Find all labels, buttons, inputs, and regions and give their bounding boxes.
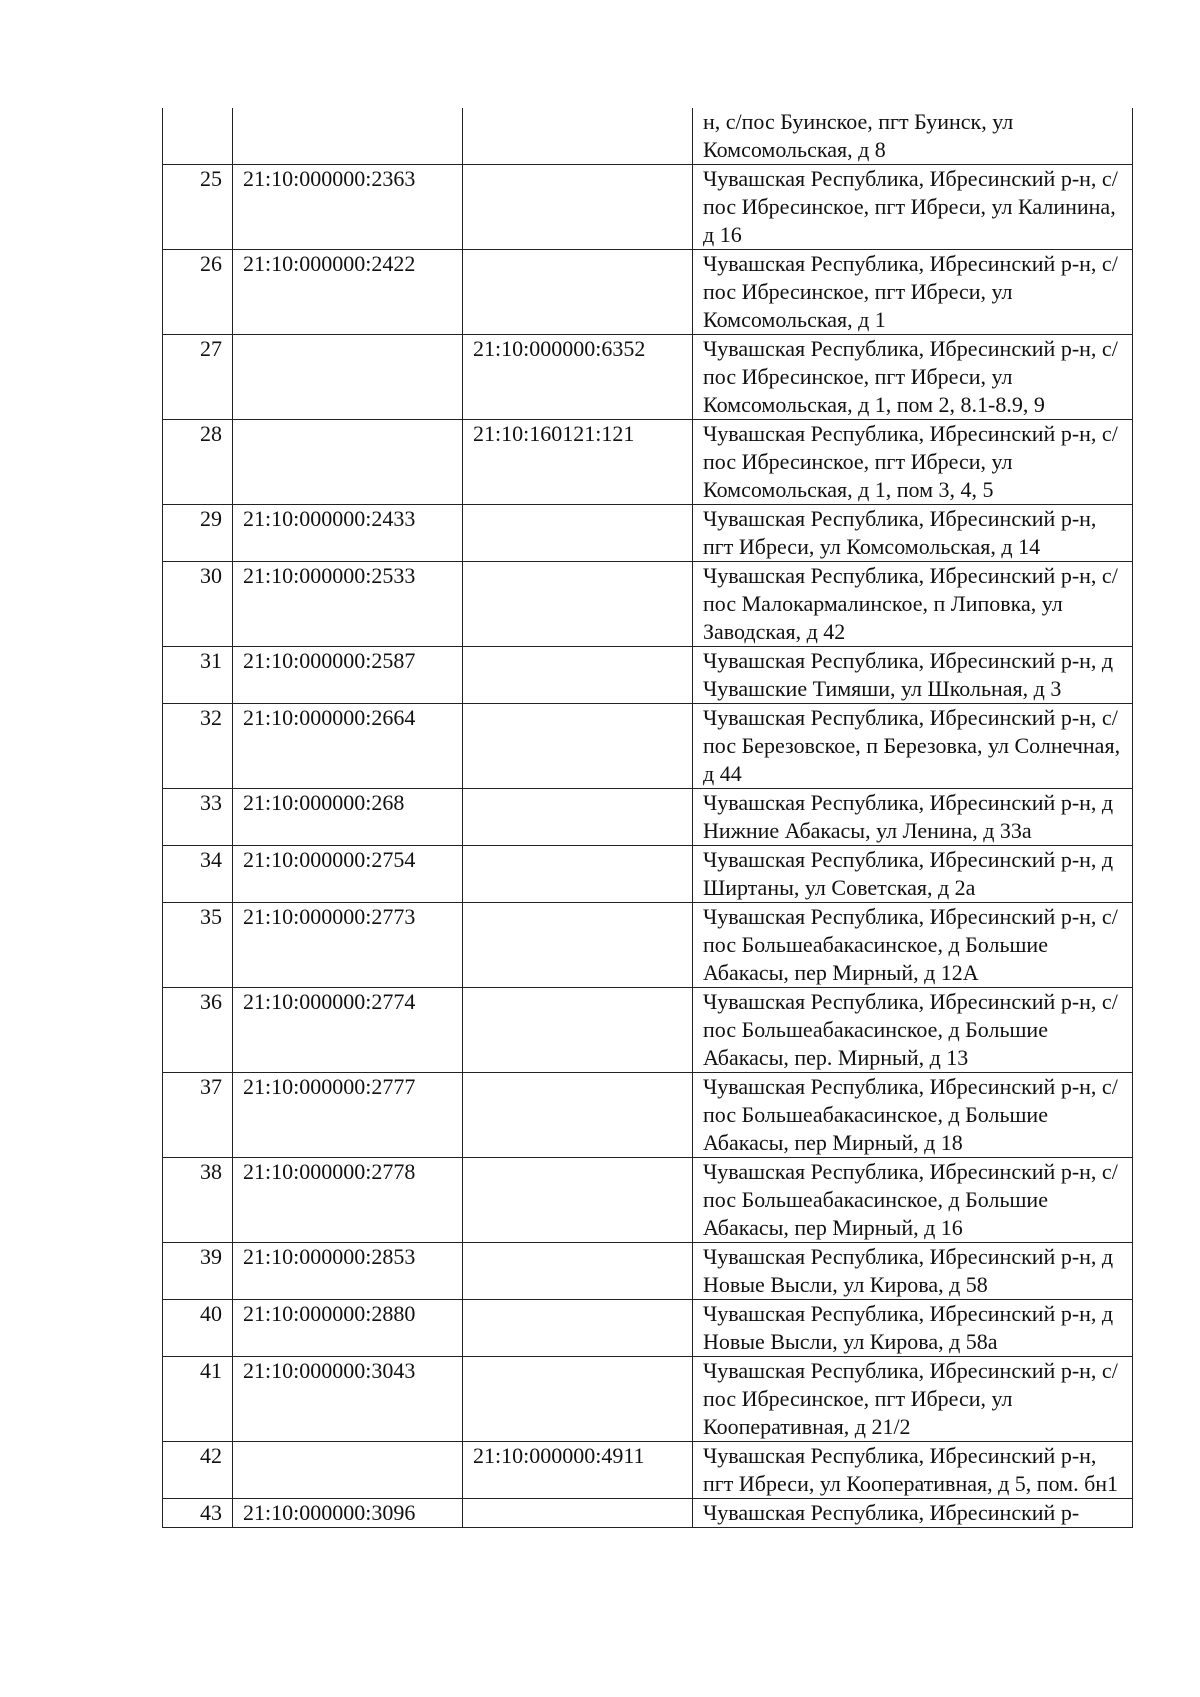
cadastral-land-cell: 21:10:000000:2773	[233, 903, 463, 988]
cadastral-building-cell	[463, 250, 693, 335]
address-cell: Чувашская Республика, Ибресинский р-н, д Новые Высли, ул Кирова, д 58а	[693, 1300, 1133, 1357]
row-number-cell: 38	[163, 1158, 233, 1243]
address-cell: Чувашская Республика, Ибресинский р-н, с/пос Ибресинское, пгт Ибреси, ул Комсомольская, д 1	[693, 250, 1133, 335]
address-cell: Чувашская Республика, Ибресинский р-н, с/пос Большеабакасинское, д Большие Абакасы, пер Мирный, д 16	[693, 1158, 1133, 1243]
table-row	[163, 1073, 1133, 1158]
cadastral-land-cell: 21:10:000000:2587	[233, 647, 463, 704]
cadastral-land-cell: 21:10:000000:2422	[233, 250, 463, 335]
row-number-cell: 35	[163, 903, 233, 988]
table-row	[163, 108, 1133, 165]
address-cell: Чувашская Республика, Ибресинский р-н, с/пос Ибресинское, пгт Ибреси, ул Кооперативная, д 21/2	[693, 1357, 1133, 1442]
table-row	[163, 505, 1133, 562]
row-number-cell: 40	[163, 1300, 233, 1357]
cadastral-building-cell	[463, 1073, 693, 1158]
address-cell: Чувашская Республика, Ибресинский р-н, с/пос Большеабакасинское, д Большие Абакасы, пер Мирный, д 18	[693, 1073, 1133, 1158]
cadastral-land-cell: 21:10:000000:3096	[233, 1499, 463, 1528]
cadastral-building-cell	[463, 505, 693, 562]
cadastral-land-cell: 21:10:000000:2754	[233, 846, 463, 903]
row-number-cell: 43	[163, 1499, 233, 1528]
table-row	[163, 789, 1133, 846]
table-row	[163, 562, 1133, 647]
table-row	[163, 1499, 1133, 1528]
cadastral-building-cell: 21:10:160121:121	[463, 420, 693, 505]
cadastral-building-cell	[463, 1499, 693, 1528]
row-number-cell: 25	[163, 165, 233, 250]
cadastral-building-cell	[463, 1300, 693, 1357]
table-row	[163, 647, 1133, 704]
table-row	[163, 846, 1133, 903]
cadastral-building-cell	[463, 988, 693, 1073]
cadastral-land-cell: 21:10:000000:2778	[233, 1158, 463, 1243]
cadastral-building-cell	[463, 647, 693, 704]
row-number-cell: 42	[163, 1442, 233, 1499]
row-number-cell	[163, 108, 233, 165]
cadastral-land-cell	[233, 108, 463, 165]
cadastral-land-cell: 21:10:000000:2363	[233, 165, 463, 250]
address-cell: Чувашская Республика, Ибресинский р-н, пгт Ибреси, ул Комсомольская, д 14	[693, 505, 1133, 562]
address-cell: Чувашская Республика, Ибресинский р-н, с/пос Ибресинское, пгт Ибреси, ул Калинина, д 16	[693, 165, 1133, 250]
cadastral-building-cell	[463, 704, 693, 789]
address-cell: Чувашская Республика, Ибресинский р-н, с/пос Большеабакасинское, д Большие Абакасы, пер. Мирный, д 13	[693, 988, 1133, 1073]
cadastral-building-cell	[463, 562, 693, 647]
address-cell: Чувашская Республика, Ибресинский р-н, д Новые Высли, ул Кирова, д 58	[693, 1243, 1133, 1300]
table-row	[163, 165, 1133, 250]
cadastral-building-cell	[463, 1357, 693, 1442]
row-number-cell: 31	[163, 647, 233, 704]
cadastral-land-cell	[233, 335, 463, 420]
cadastral-building-cell	[463, 1243, 693, 1300]
table-row	[163, 988, 1133, 1073]
cadastral-land-cell: 21:10:000000:2774	[233, 988, 463, 1073]
cadastral-land-cell: 21:10:000000:2880	[233, 1300, 463, 1357]
row-number-cell: 27	[163, 335, 233, 420]
address-cell: Чувашская Республика, Ибресинский р-н, с/пос Малокармалинское, п Липовка, ул Заводская, д 42	[693, 562, 1133, 647]
cadastral-building-cell	[463, 1158, 693, 1243]
row-number-cell: 29	[163, 505, 233, 562]
cadastral-building-cell: 21:10:000000:4911	[463, 1442, 693, 1499]
table-row	[163, 335, 1133, 420]
address-cell: Чувашская Республика, Ибресинский р-н, д Чувашские Тимяши, ул Школьная, д 3	[693, 647, 1133, 704]
row-number-cell: 41	[163, 1357, 233, 1442]
cadastral-land-cell: 21:10:000000:2433	[233, 505, 463, 562]
address-cell: Чувашская Республика, Ибресинский р-н, д Ширтаны, ул Советская, д 2а	[693, 846, 1133, 903]
row-number-cell: 32	[163, 704, 233, 789]
cadastral-land-cell: 21:10:000000:2533	[233, 562, 463, 647]
cadastral-building-cell: 21:10:000000:6352	[463, 335, 693, 420]
cadastral-land-cell: 21:10:000000:2853	[233, 1243, 463, 1300]
cadastral-building-cell	[463, 165, 693, 250]
row-number-cell: 34	[163, 846, 233, 903]
address-cell: Чувашская Республика, Ибресинский р-н, пгт Ибреси, ул Кооперативная, д 5, пом. бн1	[693, 1442, 1133, 1499]
table-row	[163, 1357, 1133, 1442]
address-cell: Чувашская Республика, Ибресинский р-н, с/пос Ибресинское, пгт Ибреси, ул Комсомольская, д 1, пом 3, 4, 5	[693, 420, 1133, 505]
address-cell: Чувашская Республика, Ибресинский р-н, с/пос Ибресинское, пгт Ибреси, ул Комсомольская, д 1, пом 2, 8.1-8.9, 9	[693, 335, 1133, 420]
property-table	[162, 108, 1133, 1528]
table-row	[163, 903, 1133, 988]
row-number-cell: 37	[163, 1073, 233, 1158]
cadastral-land-cell: 21:10:000000:268	[233, 789, 463, 846]
table-row	[163, 1158, 1133, 1243]
address-cell: Чувашская Республика, Ибресинский р-н, д Нижние Абакасы, ул Ленина, д 33а	[693, 789, 1133, 846]
property-table-body	[163, 108, 1133, 1528]
row-number-cell: 33	[163, 789, 233, 846]
address-cell: Чувашская Республика, Ибресинский р-	[693, 1499, 1133, 1528]
cadastral-building-cell	[463, 789, 693, 846]
cadastral-land-cell: 21:10:000000:2777	[233, 1073, 463, 1158]
table-row	[163, 420, 1133, 505]
address-cell: Чувашская Республика, Ибресинский р-н, с/пос Большеабакасинское, д Большие Абакасы, пер Мирный, д 12А	[693, 903, 1133, 988]
row-number-cell: 28	[163, 420, 233, 505]
row-number-cell: 30	[163, 562, 233, 647]
cadastral-building-cell	[463, 108, 693, 165]
table-row	[163, 704, 1133, 789]
cadastral-land-cell	[233, 420, 463, 505]
cadastral-land-cell	[233, 1442, 463, 1499]
row-number-cell: 26	[163, 250, 233, 335]
address-cell: Чувашская Республика, Ибресинский р-н, с/пос Березовское, п Березовка, ул Солнечная, д 44	[693, 704, 1133, 789]
row-number-cell: 36	[163, 988, 233, 1073]
cadastral-building-cell	[463, 903, 693, 988]
table-row	[163, 250, 1133, 335]
table-row	[163, 1243, 1133, 1300]
table-row	[163, 1442, 1133, 1499]
table-row	[163, 1300, 1133, 1357]
cadastral-land-cell: 21:10:000000:2664	[233, 704, 463, 789]
address-cell: н, с/пос Буинское, пгт Буинск, ул Комсомольская, д 8	[693, 108, 1133, 165]
cadastral-building-cell	[463, 846, 693, 903]
cadastral-land-cell: 21:10:000000:3043	[233, 1357, 463, 1442]
row-number-cell: 39	[163, 1243, 233, 1300]
